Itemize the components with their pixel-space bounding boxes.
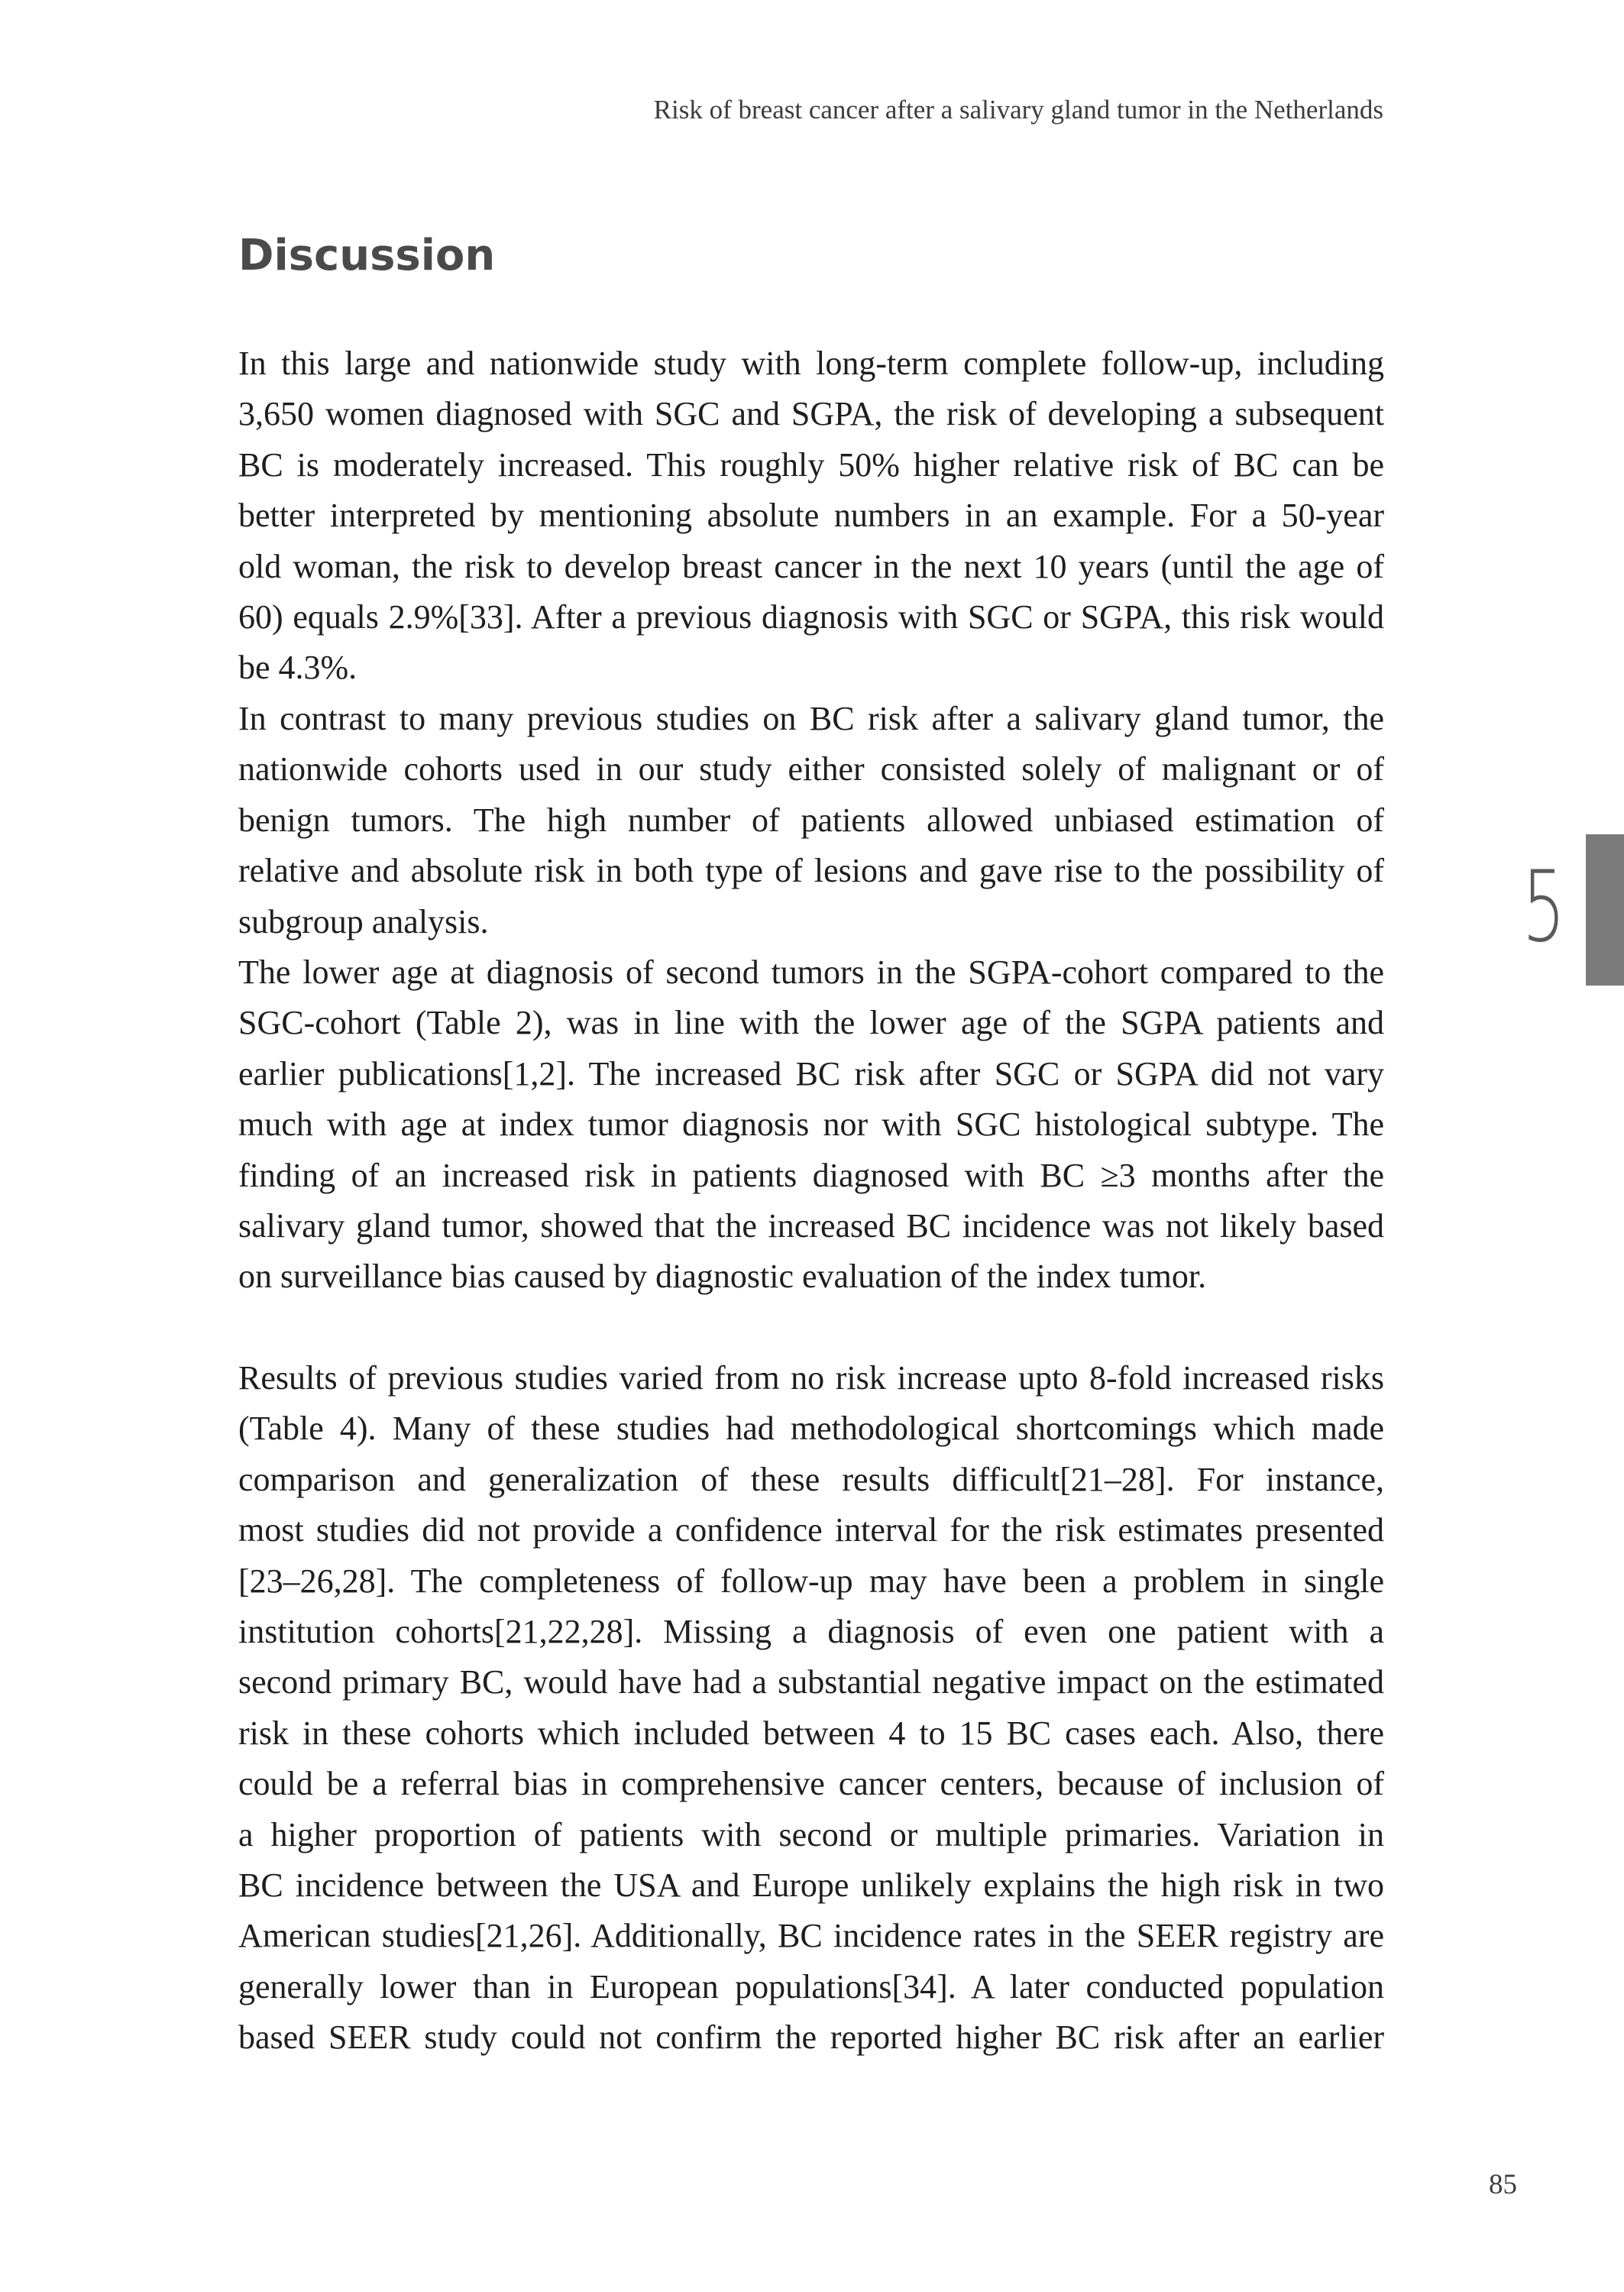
text-line: be 4.3%. bbox=[238, 649, 357, 687]
text-line: 60) equals 2.9%[33]. After a previous diagnosis with SGC or SGPA, this risk would bbox=[238, 597, 1384, 636]
text-line: nationwide cohorts used in our study either consisted solely of malignant or of bbox=[238, 750, 1384, 788]
text-line: salivary gland tumor, showed that the increased BC incidence was not likely based bbox=[238, 1206, 1384, 1245]
text-line: The lower age at diagnosis of second tumors in the SGPA-cohort compared to the bbox=[238, 953, 1384, 991]
text-line: In this large and nationwide study with long-term complete follow-up, including bbox=[238, 345, 1384, 382]
text-line: old woman, the risk to develop breast cancer in the next 10 years (until the age of bbox=[238, 547, 1384, 585]
chapter-number: 5 bbox=[1522, 850, 1566, 964]
text-line: a higher proportion of patients with second or multiple primaries. Variation in bbox=[238, 1815, 1384, 1853]
text-line: better interpreted by mentioning absolute numbers in an example. For a 50-year bbox=[238, 497, 1384, 535]
page-number: 85 bbox=[1489, 2169, 1517, 2200]
text-line: In contrast to many previous studies on BC risk after a salivary gland tumor, the bbox=[238, 700, 1384, 737]
chapter-tab-marker bbox=[1586, 834, 1624, 986]
text-line: could be a referral bias in comprehensive cancer centers, because of inclusion of bbox=[238, 1765, 1384, 1803]
text-line: BC is moderately increased. This roughly 50% higher relative risk of BC can be bbox=[238, 445, 1384, 484]
paragraph-4 bbox=[238, 1353, 1384, 2063]
text-line: benign tumors. The high number of patients allowed unbiased estimation of bbox=[238, 801, 1384, 839]
text-line: on surveillance bias caused by diagnostic evaluation of the index tumor. bbox=[238, 1258, 1207, 1296]
text-line: much with age at index tumor diagnosis nor with SGC histological subtype. The bbox=[238, 1106, 1384, 1144]
text-line: American studies[21,26]. Additionally, BC incidence rates in the SEER registry are bbox=[238, 1917, 1384, 1955]
section-heading: Discussion bbox=[238, 231, 496, 280]
text-line: Results of previous studies varied from no risk increase upto 8-fold increased risks bbox=[238, 1359, 1384, 1397]
text-line: second primary BC, would have had a substantial negative impact on the estimated bbox=[238, 1663, 1384, 1701]
running-header: Risk of breast cancer after a salivary gland tumor in the Netherlands bbox=[653, 95, 1383, 125]
text-line: comparison and generalization of these results difficult[21–28]. For instance, bbox=[238, 1460, 1384, 1498]
paragraph-3 bbox=[238, 947, 1384, 1303]
text-line: [23–26,28]. The completeness of follow-up may have been a problem in single bbox=[238, 1562, 1384, 1600]
text-line: earlier publications[1,2]. The increased BC risk after SGC or SGPA did not vary bbox=[238, 1054, 1384, 1093]
text-line: finding of an increased risk in patients diagnosed with BC ≥3 months after the bbox=[238, 1156, 1384, 1194]
text-line: based SEER study could not confirm the reported higher BC risk after an earlier bbox=[238, 2018, 1384, 2057]
text-line: institution cohorts[21,22,28]. Missing a diagnosis of even one patient with a bbox=[238, 1612, 1384, 1650]
text-line: subgroup analysis. bbox=[238, 902, 489, 940]
text-line: SGC-cohort (Table 2), was in line with the lower age of the SGPA patients and bbox=[238, 1004, 1384, 1042]
text-line: risk in these cohorts which included between 4 to 15 BC cases each. Also, there bbox=[238, 1714, 1384, 1752]
text-line: (Table 4). Many of these studies had methodological shortcomings which made bbox=[238, 1410, 1384, 1448]
text-line: BC incidence between the USA and Europe unlikely explains the high risk in two bbox=[238, 1866, 1384, 1904]
text-line: most studies did not provide a confidence interval for the risk estimates presented bbox=[238, 1511, 1384, 1549]
text-line: relative and absolute risk in both type of lesions and gave rise to the possibility of bbox=[238, 852, 1384, 890]
text-line: 3,650 women diagnosed with SGC and SGPA, the risk of developing a subsequent bbox=[238, 395, 1384, 433]
paragraph-2 bbox=[238, 694, 1384, 947]
paragraph-1 bbox=[238, 338, 1384, 694]
text-line: generally lower than in European populations[34]. A later conducted population bbox=[238, 1967, 1384, 2006]
